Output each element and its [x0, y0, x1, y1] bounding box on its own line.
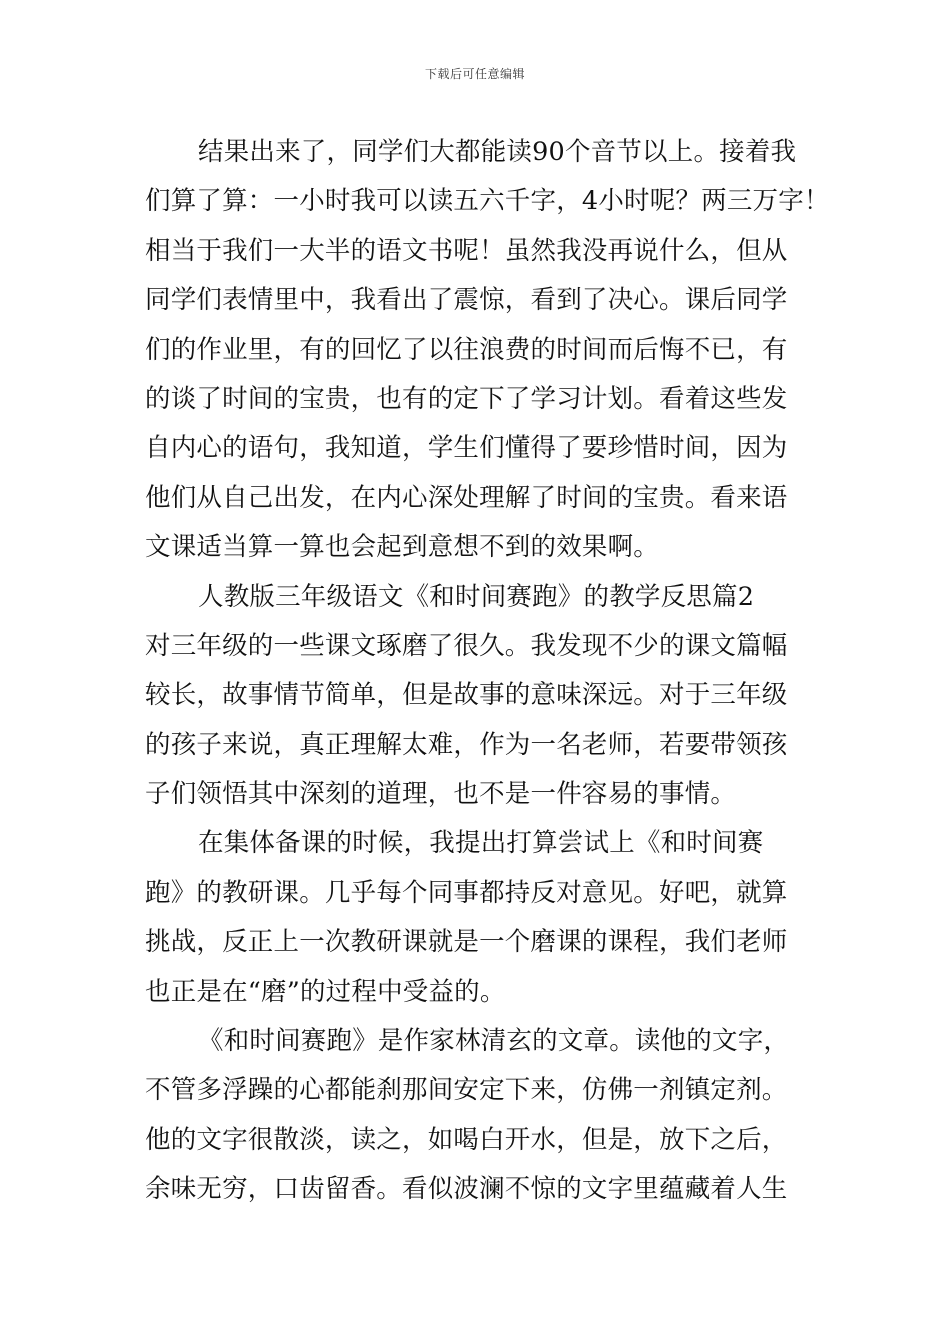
paragraph-line: 《和时间赛跑》是作家林清玄的文章。读他的文字，: [198, 1026, 790, 1057]
paragraph-line: 也正是在“磨”的过程中受益的。: [145, 976, 506, 1007]
paragraph-line: 结果出来了，同学们大都能读90个音节以上。接着我: [198, 137, 797, 167]
paragraph-line: 的谈了时间的宝贵，也有的定下了学习计划。看着这些发: [145, 383, 788, 414]
paragraph-line: 文课适当算一算也会起到意想不到的效果啊。: [145, 532, 660, 563]
paragraph-line: 对三年级的一些课文琢磨了很久。我发现不少的课文篇幅: [145, 630, 788, 661]
paragraph-line: 自内心的语句，我知道，学生们懂得了要珍惜时间，因为: [145, 433, 788, 464]
paragraph-line: 的孩子来说，真正理解太难，作为一名老师，若要带领孩: [145, 729, 788, 760]
paragraph-line: 在集体备课的时候，我提出打算尝试上《和时间赛: [198, 828, 764, 859]
paragraph-line: 子们领悟其中深刻的道理，也不是一件容易的事情。: [145, 779, 737, 810]
paragraph-line: 们算了算：一小时我可以读五六千字，4小时呢？两三万字！: [145, 186, 830, 217]
paragraph-line: 不管多浮躁的心都能刹那间安定下来，仿佛一剂镇定剂。: [145, 1075, 788, 1106]
page-header: 下载后可任意编辑: [424, 67, 525, 81]
body-text: [145, 128, 830, 1215]
paragraph-line: 余味无穷，口齿留香。看似波澜不惊的文字里蕴藏着人生: [145, 1174, 788, 1205]
paragraph-line: 相当于我们一大半的语文书呢！虽然我没再说什么，但从: [145, 235, 788, 266]
paragraph-line: 挑战，反正上一次教研课就是一个磨课的课程，我们老师: [145, 927, 788, 958]
paragraph-line: 他的文字很散淡，读之，如喝白开水，但是，放下之后，: [145, 1124, 788, 1155]
paragraph-line: 同学们表情里中，我看出了震惊，看到了决心。课后同学: [145, 285, 788, 316]
section-heading-line: 人教版三年级语文《和时间赛跑》的教学反思篇2: [198, 581, 755, 612]
paragraph-line: 跑》的教研课。几乎每个同事都持反对意见。好吧，就算: [145, 877, 788, 908]
paragraph-line: 他们从自己出发，在内心深处理解了时间的宝贵。看来语: [145, 482, 788, 513]
paragraph-line: 较长，故事情节简单，但是故事的意味深远。对于三年级: [145, 680, 788, 711]
paragraph-line: 们的作业里，有的回忆了以往浪费的时间而后悔不已，有: [145, 334, 788, 365]
